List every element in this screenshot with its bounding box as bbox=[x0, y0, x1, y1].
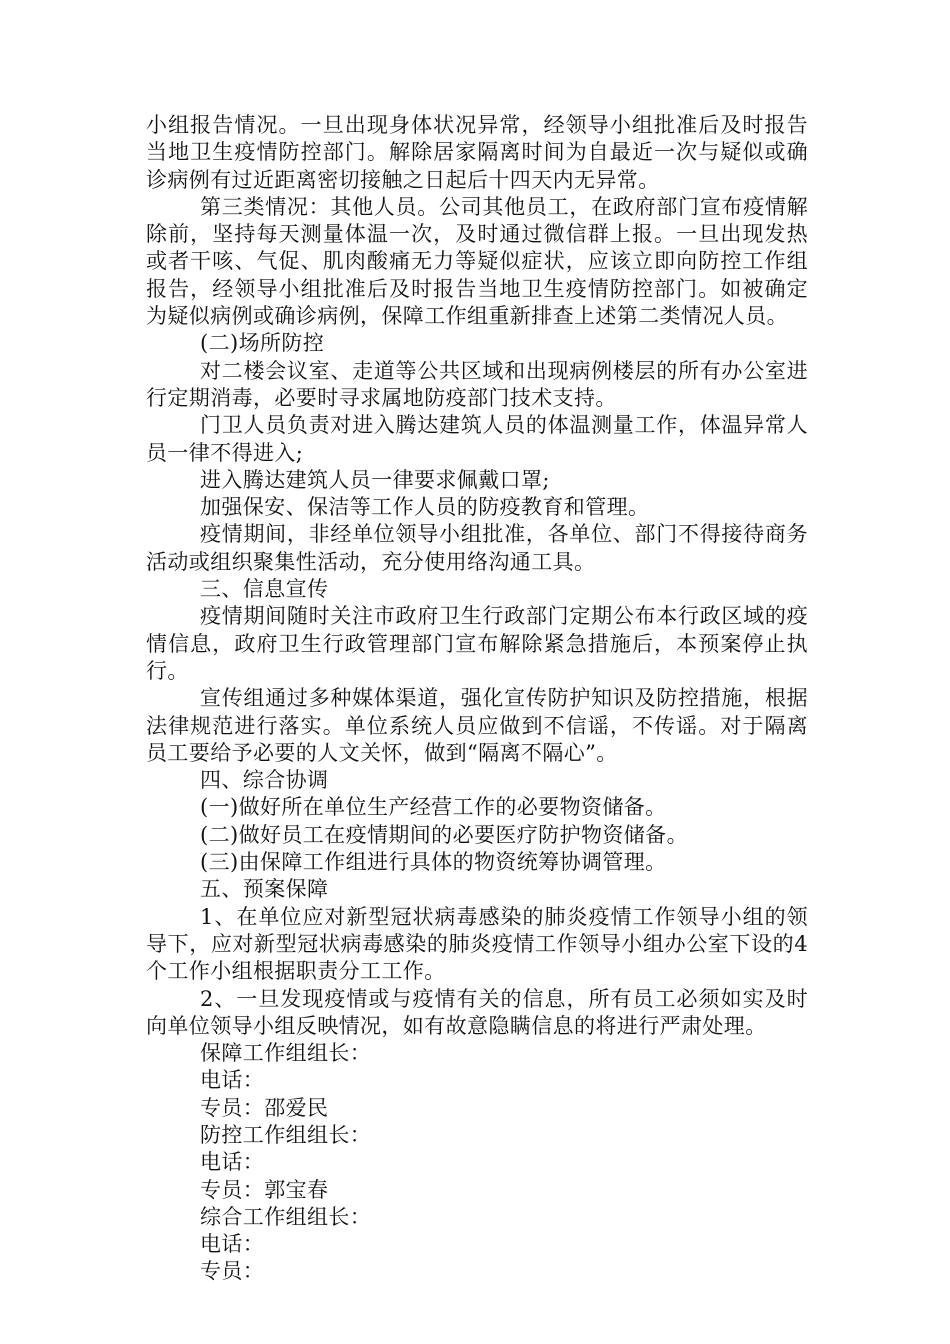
line-prevention-member: 专员：郭宝春 bbox=[200, 1177, 329, 1202]
paragraph-info-monitoring: 疫情期间随时关注市政府卫生行政部门定期公布本行政区域的疫情信息，政府卫生行政管理部门宣布解除紧急措施后，本预案停止执行。 bbox=[146, 604, 808, 683]
paragraph-gatherings: 疫情期间，非经单位领导小组批准，各单位、部门不得接待商务活动或组织聚集性活动，充分使用络沟通工具。 bbox=[146, 522, 808, 574]
line-general-leader: 综合工作组组长： bbox=[200, 1204, 372, 1229]
paragraph-publicity: 宣传组通过多种媒体渠道，强化宣传防护知识及防控措施，根据法律规范进行落实。单位系统人员应做到不信谣，不传谣。对于隔离员工要给予必要的人文关怀，做到“隔离不隔心”。 bbox=[146, 686, 808, 765]
paragraph-disinfection: 对二楼会议室、走道等公共区域和出现病例楼层的所有办公室进行定期消毒，必要时寻求属地防疫部门技术支持。 bbox=[146, 358, 808, 410]
paragraph-staff-education: 加强保安、保洁等工作人员的防疫教育和管理。 bbox=[200, 495, 650, 520]
document-body bbox=[146, 112, 808, 1286]
heading-coordination: 四、综合协调 bbox=[200, 768, 329, 793]
paragraph-category-three: 第三类情况：其他人员。公司其他员工，在政府部门宣布疫情解除前，坚持每天测量体温一次，及时通过微信群上报。一旦出现发热或者干咳、气促、肌肉酸痛无力等疑似症状，应该立即向防控工作组报告，经领导小组批准后及时报告当地卫生疫情防控部门。如被确定为疑似病例或确诊病例，保障工作组重新排查上述第二类情况人员。 bbox=[146, 194, 808, 329]
paragraph-coord-1: (一)做好所在单位生产经营工作的必要物资储备。 bbox=[200, 795, 667, 820]
paragraph-coord-2: (二)做好员工在疫情期间的必要医疗防护物资储备。 bbox=[200, 822, 688, 847]
line-support-member: 专员：邵爱民 bbox=[200, 1095, 329, 1120]
line-general-member: 专员： bbox=[200, 1259, 265, 1284]
line-support-phone: 电话： bbox=[200, 1068, 265, 1093]
paragraph-continued: 小组报告情况。一旦出现身体状况异常，经领导小组批准后及时报告当地卫生疫情防控部门。解除居家隔离时间为自最近一次与疑似或确诊病例有过近距离密切接触之日起后十四天内无异常。 bbox=[146, 113, 808, 192]
line-support-leader: 保障工作组组长： bbox=[200, 1041, 372, 1066]
paragraph-guarantee-2: 2、一旦发现疫情或与疫情有关的信息，所有员工必须如实及时向单位领导小组反映情况，如有故意隐瞒信息的将进行严肃处理。 bbox=[146, 986, 808, 1038]
line-prevention-phone: 电话： bbox=[200, 1150, 265, 1175]
line-general-phone: 电话： bbox=[200, 1232, 265, 1257]
paragraph-guarantee-1: 1、在单位应对新型冠状病毒感染的肺炎疫情工作领导小组的领导下，应对新型冠状病毒感染的肺炎疫情工作领导小组办公室下设的4个工作小组根据职责分工工作。 bbox=[146, 904, 808, 984]
line-prevention-leader: 防控工作组组长： bbox=[200, 1122, 372, 1147]
paragraph-gate-guard: 门卫人员负责对进入腾达建筑人员的体温测量工作，体温异常人员一律不得进入; bbox=[146, 413, 808, 465]
heading-plan-guarantee: 五、预案保障 bbox=[200, 877, 329, 902]
heading-venue-control: (二)场所防控 bbox=[200, 331, 325, 356]
heading-information: 三、信息宣传 bbox=[200, 577, 329, 602]
paragraph-mask: 进入腾达建筑人员一律要求佩戴口罩; bbox=[200, 467, 550, 492]
paragraph-coord-3: (三)由保障工作组进行具体的物资统筹协调管理。 bbox=[200, 850, 667, 875]
